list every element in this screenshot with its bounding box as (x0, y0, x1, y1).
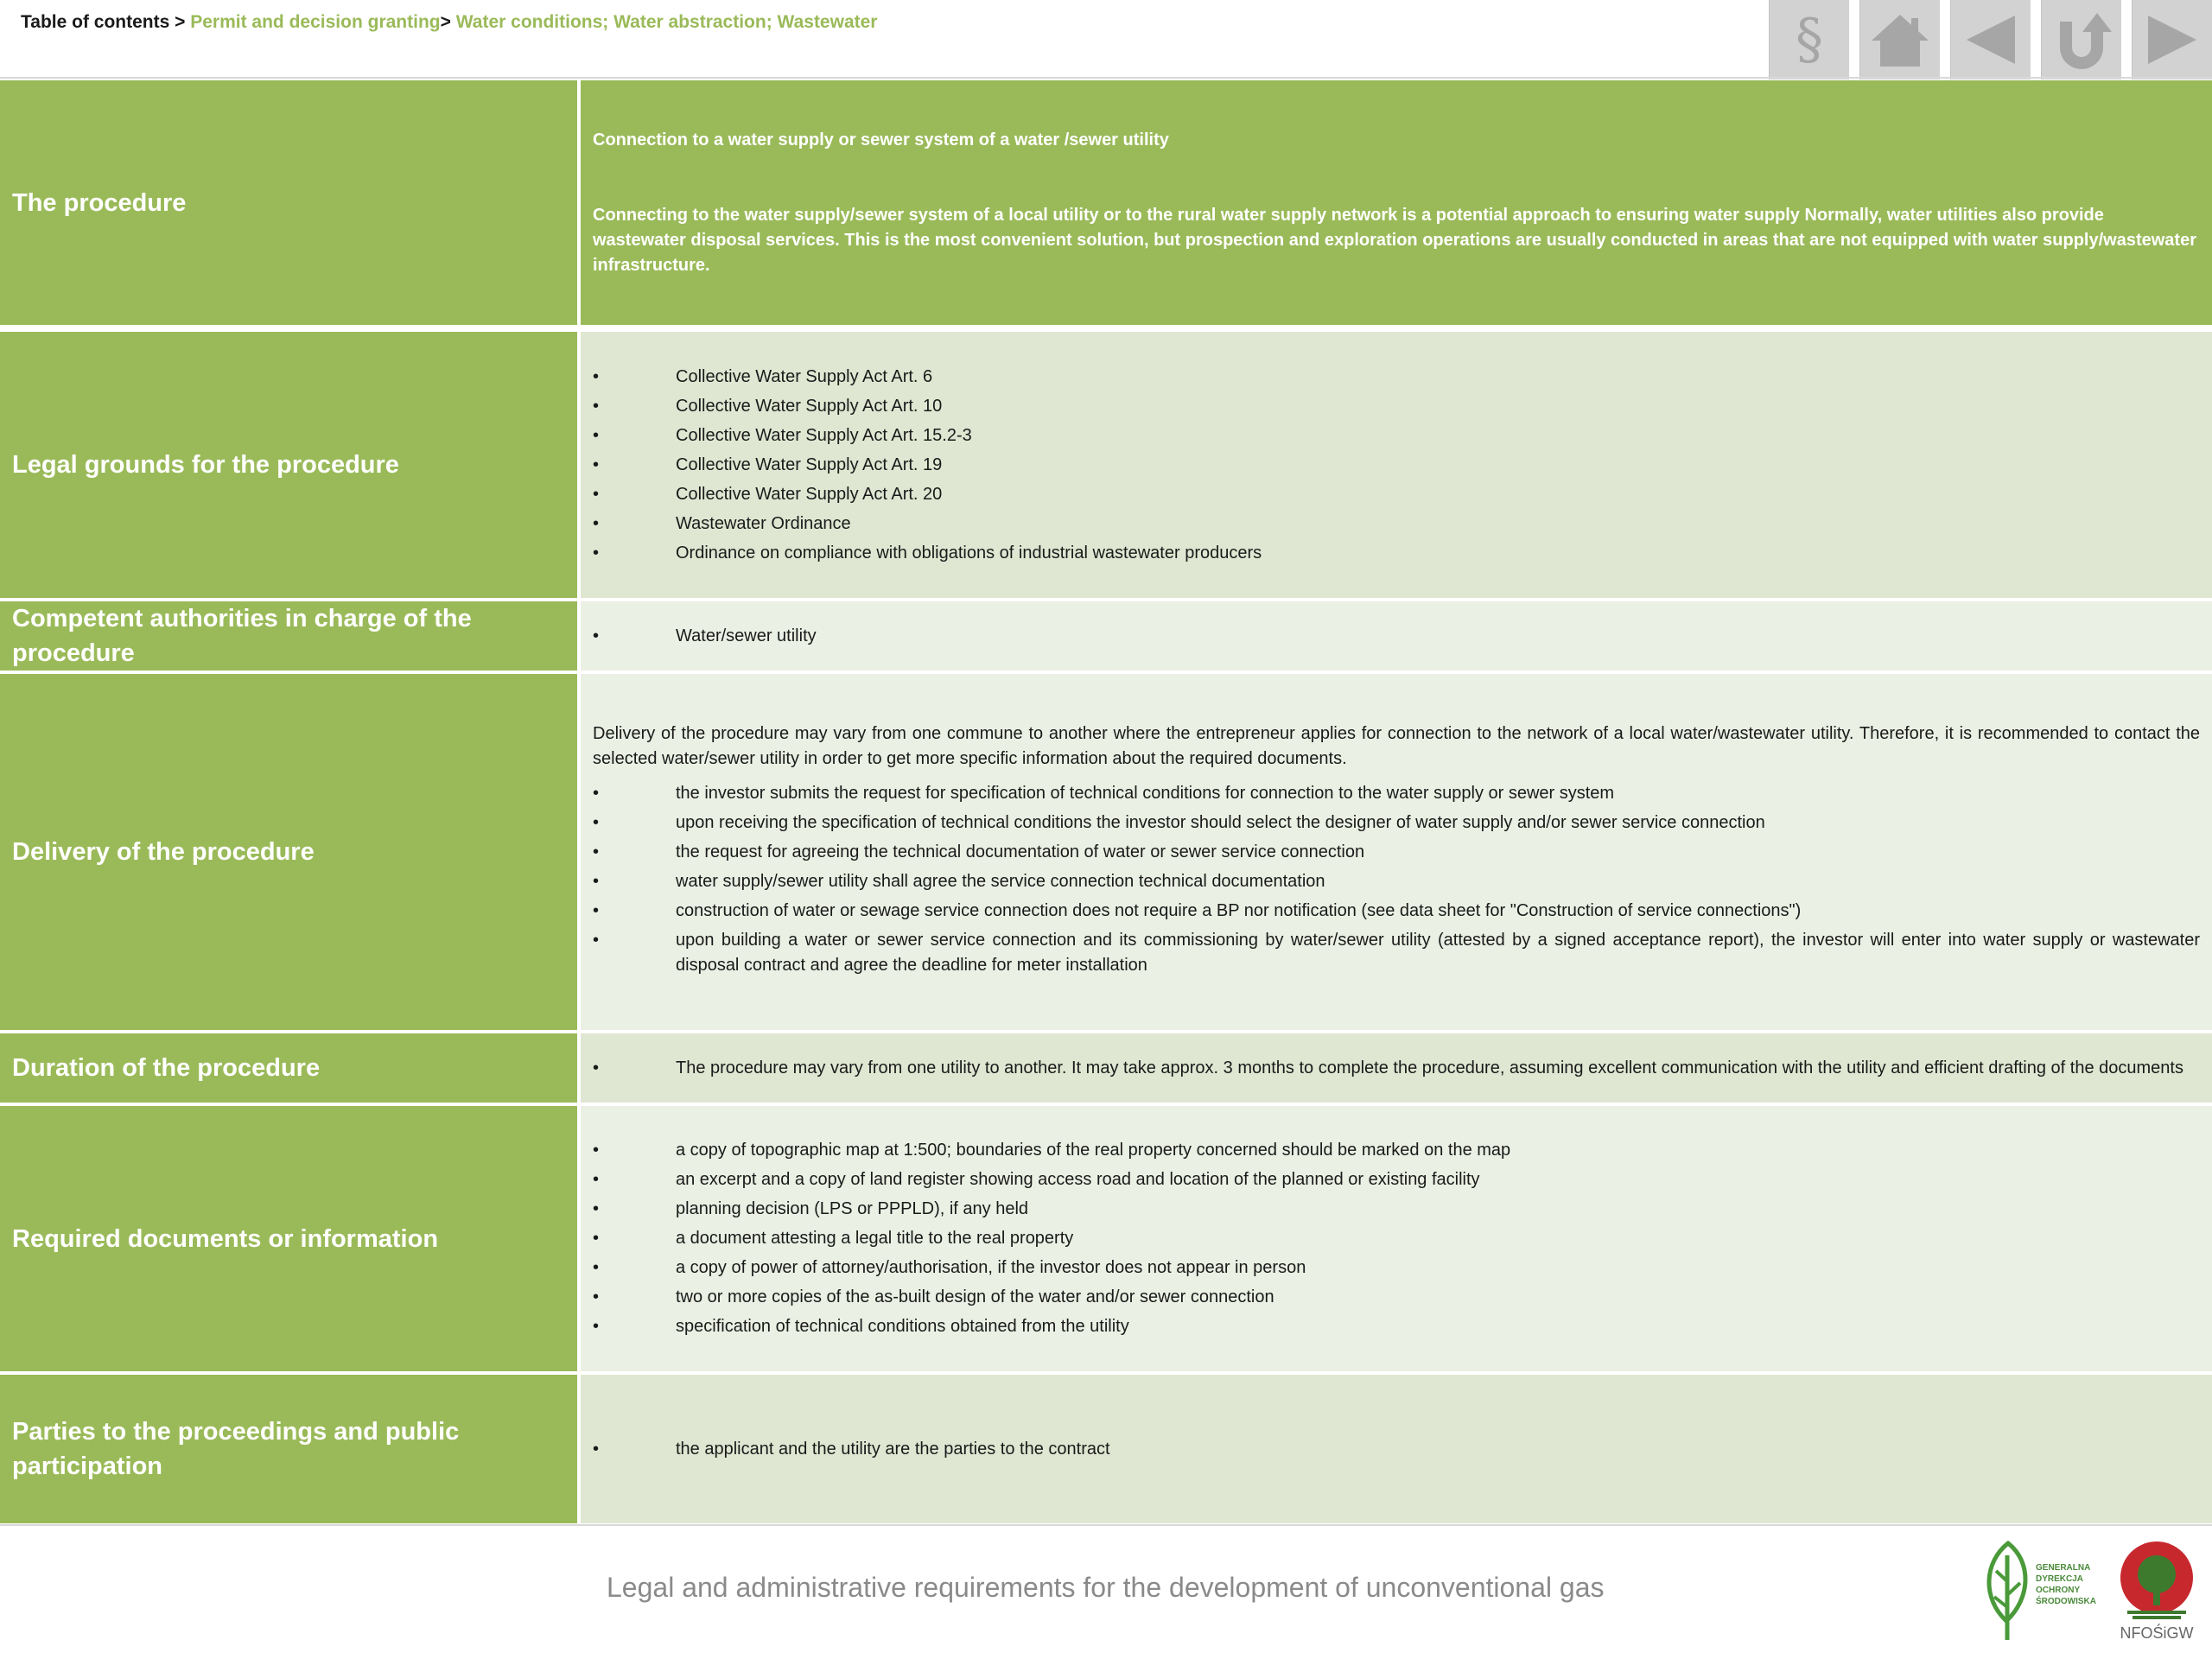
home-icon (1870, 11, 1930, 68)
breadcrumb-permit-link[interactable]: Permit and decision granting (190, 12, 441, 32)
list-item: • the request for agreeing the technical documentation of water or sewer service connection (593, 840, 2200, 865)
row-procedure (0, 80, 2212, 325)
list-item: • planning decision (LPS or PPPLD), if any held (593, 1197, 2200, 1222)
row-label: The procedure (0, 80, 577, 325)
list-item: • a copy of topographic map at 1:500; boundaries of the real property concerned should be marked on the map (593, 1138, 2200, 1163)
list-item: • water supply/sewer utility shall agree the service connection technical documentation (593, 869, 2200, 894)
list-item: • Collective Water Supply Act Art. 10 (593, 394, 2200, 419)
list-item: • two or more copies of the as-built design of the water and/or sewer connection (593, 1285, 2200, 1310)
row-label: Duration of the procedure (0, 1033, 577, 1103)
nfos-logo (2115, 1538, 2198, 1645)
list-item: • Collective Water Supply Act Art. 20 (593, 482, 2200, 507)
list-item: • specification of technical conditions obtained from the utility (593, 1314, 2200, 1339)
forward-button[interactable] (2132, 0, 2212, 79)
tree-logo-icon (2115, 1538, 2198, 1624)
home-button[interactable] (1859, 0, 1940, 79)
leaf-logo-icon (1980, 1538, 2036, 1643)
row-content (581, 1033, 2212, 1103)
row-label: Legal grounds for the procedure (0, 332, 577, 598)
section-icon: § (1796, 8, 1823, 72)
list-item: • upon receiving the specification of technical conditions the investor should select the designer of water supply and/or sewer service connection (593, 810, 2200, 836)
gdos-logo-text: GENERALNA DYREKCJA OCHRONY ŚRODOWISKA (2036, 1563, 2096, 1606)
list-item: • upon building a water or sewer service connection and its commissioning by water/sewer utility (attested by a signed acceptance report), the investor will enter into water supply or wastewater disposal contract and agree the deadline for meter installation (593, 928, 2200, 978)
row-label: Parties to the proceedings and public participation (0, 1375, 577, 1523)
delivery-intro: Delivery of the procedure may vary from one commune to another where the entrepreneur applies for connection to the network of a local water/wastewater utility. Therefore, it is recommended to contact the selected water/sewer utility in order to get more specific information about the required documents. (593, 724, 2200, 768)
list-item: • a copy of power of attorney/authorisation, if the investor does not appear in person (593, 1255, 2200, 1281)
duration-list (593, 1052, 2200, 1085)
row-content (581, 1106, 2212, 1371)
row-required-documents (0, 1106, 2212, 1371)
row-divider (0, 325, 2212, 332)
header-divider (0, 77, 2212, 79)
row-parties (0, 1375, 2212, 1523)
list-item: • Collective Water Supply Act Art. 15.2-3 (593, 423, 2200, 448)
nav-buttons (1758, 0, 2212, 79)
procedure-description: Connecting to the water supply/sewer system of a local utility or to the rural water supply network is a potential approach to ensuring water supply Normally, water utilities also provide wastewater disposal services. This is the most convenient solution, but prospection and exploration operations are usually conducted in areas that are not equipped with water supply/wastewater infrastructure. (593, 205, 2196, 275)
row-content (581, 674, 2212, 1030)
breadcrumb-separator: > (440, 12, 456, 32)
back-button[interactable] (1950, 0, 2031, 79)
list-item: • an excerpt and a copy of land register showing access road and location of the planned or existing facility (593, 1167, 2200, 1192)
parties-list (593, 1433, 2200, 1466)
row-content (581, 332, 2212, 598)
breadcrumb-table-of-contents[interactable]: Table of contents (21, 12, 170, 32)
list-item: • a document attesting a legal title to the real property (593, 1226, 2200, 1251)
header (0, 0, 2212, 78)
list-item: • construction of water or sewage service connection does not require a BP nor notification (see data sheet for "Construction of service connections") (593, 899, 2200, 924)
row-duration (0, 1033, 2212, 1103)
row-label: Competent authorities in charge of the procedure (0, 601, 577, 671)
row-content (581, 601, 2212, 671)
list-item: • Collective Water Supply Act Art. 19 (593, 453, 2200, 478)
row-label: Required documents or information (0, 1106, 577, 1371)
row-content (581, 1375, 2212, 1523)
breadcrumb-separator: > (169, 12, 191, 32)
row-authorities (0, 601, 2212, 671)
breadcrumb-water-conditions-link[interactable]: Water conditions; Water abstraction; Wastewater (455, 12, 878, 32)
return-button[interactable] (2041, 0, 2121, 79)
footer-title: Legal and administrative requirements for the development of unconventional gas (607, 1572, 1605, 1603)
delivery-steps-list (593, 777, 2200, 982)
procedure-title: Connection to a water supply or sewer system of a water /sewer utility (593, 130, 1169, 149)
row-delivery (0, 674, 2212, 1030)
list-item: • the investor submits the request for specification of technical conditions for connection to the water supply or sewer system (593, 781, 2200, 806)
legal-grounds-list (593, 360, 2200, 570)
forward-arrow-icon (2145, 12, 2200, 67)
required-documents-list (593, 1134, 2200, 1344)
footer-divider (0, 1524, 2212, 1526)
back-arrow-icon (1963, 12, 2018, 67)
gdos-logo (1980, 1538, 2098, 1643)
row-content (581, 80, 2212, 325)
list-item: • Wastewater Ordinance (593, 512, 2200, 537)
nfos-logo-text: NFOŚiGW (2120, 1624, 2194, 1642)
breadcrumb (21, 12, 877, 33)
list-item: • The procedure may vary from one utility to another. It may take approx. 3 months to complete the procedure, assuming excellent communication with the utility and efficient drafting of the documents (593, 1056, 2200, 1081)
row-label: Delivery of the procedure (0, 674, 577, 1030)
list-item: • the applicant and the utility are the parties to the contract (593, 1437, 2200, 1462)
list-item: • Collective Water Supply Act Art. 6 (593, 365, 2200, 390)
authorities-list (593, 620, 2200, 653)
section-button[interactable] (1769, 0, 1849, 79)
list-item: • Water/sewer utility (593, 624, 2200, 649)
row-legal-grounds (0, 332, 2212, 598)
return-icon (2051, 10, 2112, 70)
list-item: • Ordinance on compliance with obligations of industrial wastewater producers (593, 541, 2200, 566)
